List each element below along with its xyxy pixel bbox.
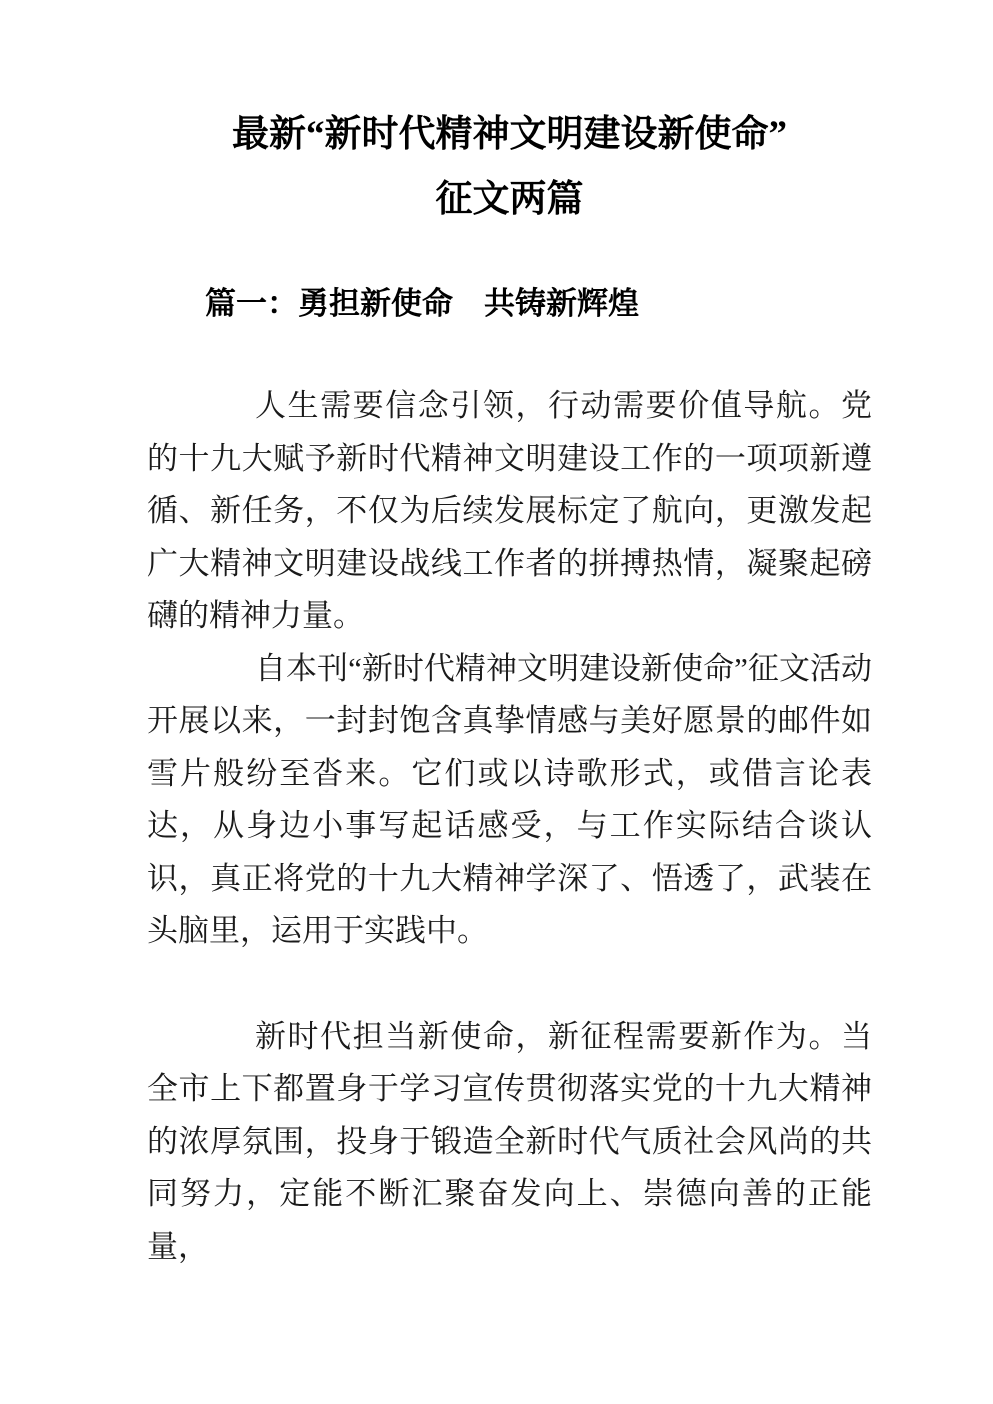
paragraph-1: 人生需要信念引领，行动需要价值导航。党的十九大赋予新时代精神文明建设工作的一项项新遵循、新任务，不仅为后续发展标定了航向，更激发起广大精神文明建设战线工作者的拼搏热情，凝聚起磅礴的精神力量。 xyxy=(147,388,872,633)
paragraph-3: 新时代担当新使命，新征程需要新作为。当全市上下都置身于学习宣传贯彻落实党的十九大精神的浓厚氛围，投身于锻造全新时代气质社会风尚的共同努力，定能不断汇聚奋发向上、崇德向善的正能量， xyxy=(147,1018,872,1264)
title-line-2: 征文两篇 xyxy=(435,179,584,220)
section-heading: 篇一：勇担新使命 共铸新辉煌 xyxy=(205,286,639,321)
paragraph-2: 自本刊“新时代精神文明建设新使命”征文活动开展以来，一封封饱含真挚情感与美好愿景的邮件如雪片般纷至沓来。它们或以诗歌形式，或借言论表达，从身边小事写起话感受，与工作实际结合谈认识，真正将党的十九大精神学深了、悟透了，武装在头脑里，运用于实践中。 xyxy=(147,650,872,948)
title-line-1: 最新“新时代精神文明建设新使命” xyxy=(232,114,787,155)
document-title xyxy=(147,102,872,232)
